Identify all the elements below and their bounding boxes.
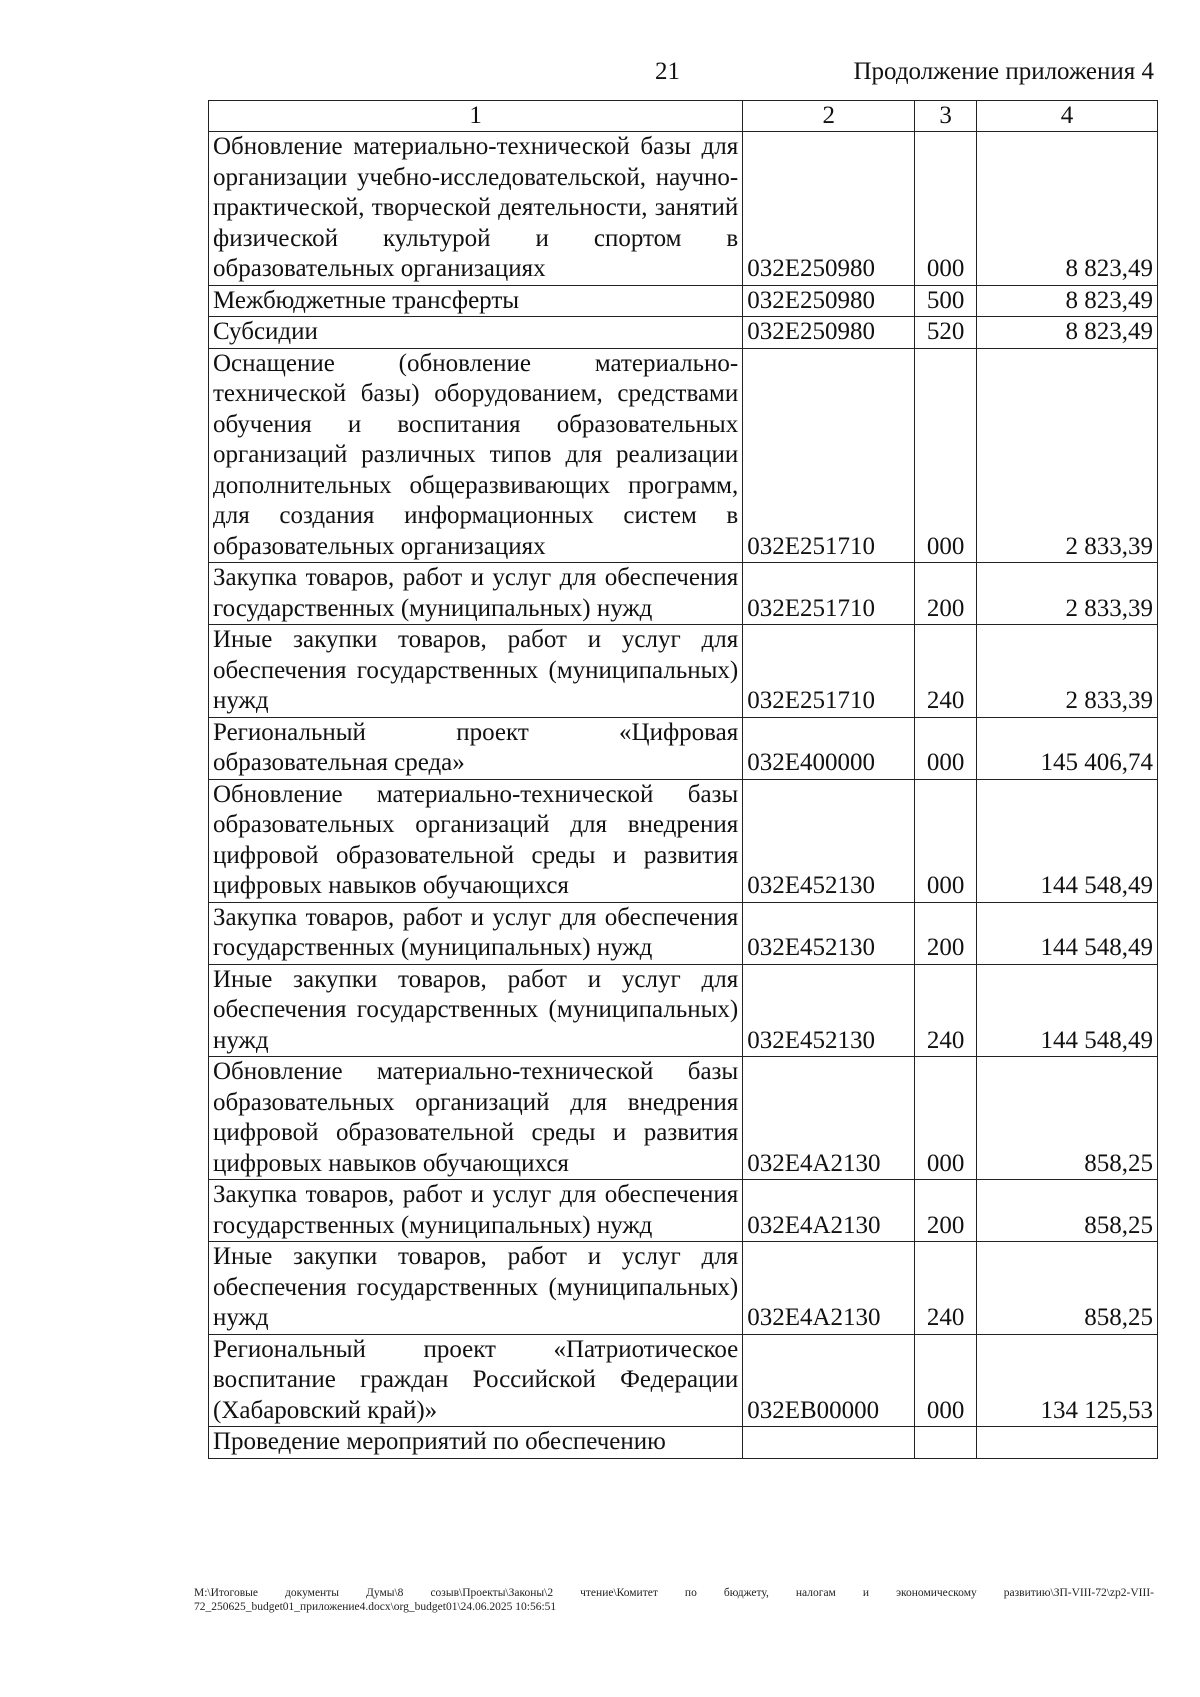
target-article-code-cell: 032E452130: [743, 779, 915, 902]
table-row: [209, 717, 1158, 779]
row-name-cell: Обновление материально-технической базы образовательных организаций для внедрения цифровой образовательной среды и развития цифровых навыков обучающихся: [209, 1057, 743, 1180]
amount-cell: 144 548,49: [977, 964, 1158, 1057]
amount-cell: 144 548,49: [977, 779, 1158, 902]
column-header: 4: [977, 101, 1158, 132]
amount-cell: 2 833,39: [977, 348, 1158, 563]
target-article-code-cell: 032E4A2130: [743, 1242, 915, 1335]
table-row: [209, 1242, 1158, 1335]
budget-table: [208, 100, 1158, 1459]
expense-type-cell: 000: [915, 348, 977, 563]
table-row: [209, 132, 1158, 286]
amount-cell: 8 823,49: [977, 132, 1158, 286]
target-article-code-cell: 032E250980: [743, 285, 915, 317]
target-article-code-cell: 032E250980: [743, 317, 915, 349]
row-name-cell: Проведение мероприятий по обеспечению: [209, 1427, 743, 1459]
amount-cell: 145 406,74: [977, 717, 1158, 779]
target-article-code-cell: 032E452130: [743, 964, 915, 1057]
expense-type-cell: 500: [915, 285, 977, 317]
row-name-cell: Региональный проект «Цифровая образовательная среда»: [209, 717, 743, 779]
page-number: 21: [655, 58, 680, 85]
target-article-code-cell: 032E400000: [743, 717, 915, 779]
expense-type-cell: 520: [915, 317, 977, 349]
table-row: [209, 285, 1158, 317]
amount-cell: 2 833,39: [977, 563, 1158, 625]
target-article-code-cell: 032E4A2130: [743, 1180, 915, 1242]
expense-type-cell: 200: [915, 1180, 977, 1242]
column-header: 1: [209, 101, 743, 132]
expense-type-cell: 200: [915, 563, 977, 625]
row-name-cell: Закупка товаров, работ и услуг для обеспечения государственных (муниципальных) нужд: [209, 1180, 743, 1242]
column-header: 3: [915, 101, 977, 132]
amount-cell: 8 823,49: [977, 285, 1158, 317]
target-article-code-cell: 032E251710: [743, 348, 915, 563]
target-article-code-cell: 032E250980: [743, 132, 915, 286]
expense-type-cell: 240: [915, 964, 977, 1057]
row-name-cell: Закупка товаров, работ и услуг для обеспечения государственных (муниципальных) нужд: [209, 902, 743, 964]
table-row: [209, 1180, 1158, 1242]
row-name-cell: Обновление материально-технической базы образовательных организаций для внедрения цифровой образовательной среды и развития цифровых навыков обучающихся: [209, 779, 743, 902]
expense-type-cell: 240: [915, 1242, 977, 1335]
table-row: [209, 1057, 1158, 1180]
row-name-cell: Обновление материально-технической базы для организации учебно-исследовательской, научно-практической, творческой деятельности, занятий физической культурой и спортом в образовательных организациях: [209, 132, 743, 286]
row-name-cell: Региональный проект «Патриотическое воспитание граждан Российской Федерации (Хабаровский край)»: [209, 1334, 743, 1427]
table-row: [209, 563, 1158, 625]
target-article-code-cell: 032E4A2130: [743, 1057, 915, 1180]
table-header-row: [209, 101, 1158, 132]
column-header: 2: [743, 101, 915, 132]
amount-cell: 858,25: [977, 1180, 1158, 1242]
table-row: [209, 348, 1158, 563]
expense-type-cell: 000: [915, 717, 977, 779]
document-path-footer: M:\Итоговые документы Думы\8 созыв\Проекты\Законы\2 чтение\Комитет по бюджету, налогам и экономическому развитию\ЗП-VIII-72\zp2-VIII-72_250625_budget01_приложение4.docx\org_budget01\24.06.2025 10:56:51: [194, 1587, 1154, 1613]
amount-cell: 8 823,49: [977, 317, 1158, 349]
table-row: [209, 779, 1158, 902]
table-row: [209, 1427, 1158, 1459]
amount-cell: [977, 1427, 1158, 1459]
appendix-continuation-label: Продолжение приложения 4: [853, 58, 1154, 85]
expense-type-cell: [915, 1427, 977, 1459]
table-row: [209, 1334, 1158, 1427]
amount-cell: 144 548,49: [977, 902, 1158, 964]
row-name-cell: Оснащение (обновление материально-технической базы) оборудованием, средствами обучения и воспитания образовательных организаций различных типов для реализации дополнительных общеразвивающих программ, для создания информационных систем в образовательных организациях: [209, 348, 743, 563]
expense-type-cell: 000: [915, 1057, 977, 1180]
expense-type-cell: 240: [915, 625, 977, 718]
row-name-cell: Иные закупки товаров, работ и услуг для обеспечения государственных (муниципальных) нужд: [209, 964, 743, 1057]
target-article-code-cell: 032E251710: [743, 625, 915, 718]
row-name-cell: Субсидии: [209, 317, 743, 349]
expense-type-cell: 200: [915, 902, 977, 964]
expense-type-cell: 000: [915, 779, 977, 902]
row-name-cell: Межбюджетные трансферты: [209, 285, 743, 317]
target-article-code-cell: 032E251710: [743, 563, 915, 625]
table-row: [209, 964, 1158, 1057]
expense-type-cell: 000: [915, 1334, 977, 1427]
target-article-code-cell: 032E452130: [743, 902, 915, 964]
amount-cell: 858,25: [977, 1242, 1158, 1335]
table-row: [209, 902, 1158, 964]
row-name-cell: Иные закупки товаров, работ и услуг для обеспечения государственных (муниципальных) нужд: [209, 625, 743, 718]
expense-type-cell: 000: [915, 132, 977, 286]
target-article-code-cell: 032EB00000: [743, 1334, 915, 1427]
row-name-cell: Закупка товаров, работ и услуг для обеспечения государственных (муниципальных) нужд: [209, 563, 743, 625]
target-article-code-cell: [743, 1427, 915, 1459]
table-row: [209, 625, 1158, 718]
amount-cell: 858,25: [977, 1057, 1158, 1180]
table-row: [209, 317, 1158, 349]
table-body: [209, 132, 1158, 1459]
amount-cell: 134 125,53: [977, 1334, 1158, 1427]
amount-cell: 2 833,39: [977, 625, 1158, 718]
row-name-cell: Иные закупки товаров, работ и услуг для обеспечения государственных (муниципальных) нужд: [209, 1242, 743, 1335]
